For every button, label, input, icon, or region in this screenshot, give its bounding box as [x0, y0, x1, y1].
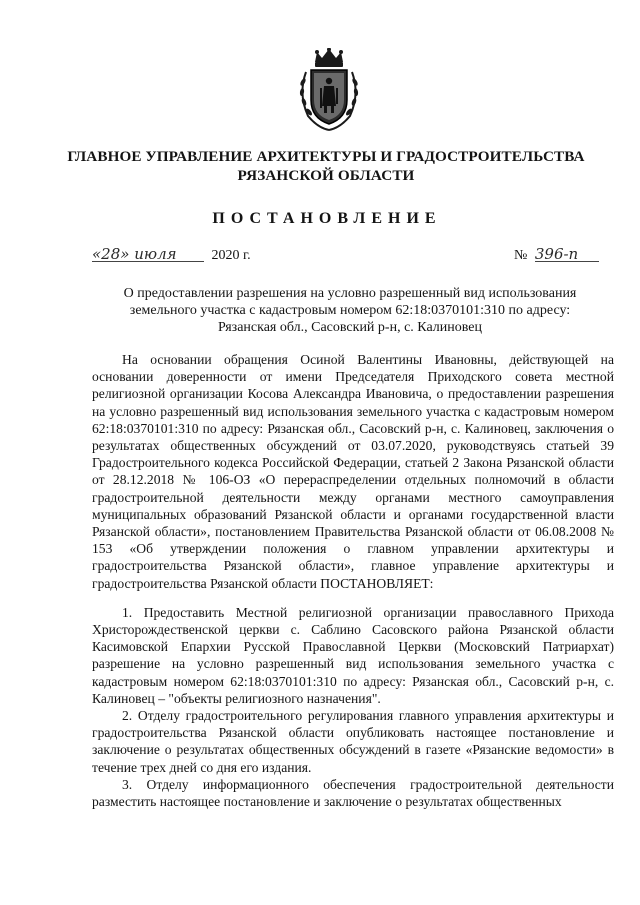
coat-of-arms-icon: [296, 48, 362, 132]
subject-line-1: О предоставлении разрешения на условно разрешенный вид использования: [123, 286, 577, 301]
handwritten-date: «28» июля: [92, 247, 204, 262]
organization-line-2: РЯЗАНСКОЙ ОБЛАСТИ: [237, 167, 415, 184]
subject-line-2: земельного участка с кадастровым номером 62:18:0370101:310 по адресу:: [129, 303, 571, 318]
document-date: [92, 247, 251, 264]
number-label: №: [514, 248, 528, 263]
organization-line-1: ГЛАВНОЕ УПРАВЛЕНИЕ АРХИТЕКТУРЫ И ГРАДОСТРОИТЕЛЬСТВА: [67, 148, 585, 165]
document-subject: [100, 285, 600, 336]
document-number: [514, 247, 599, 264]
document-body: [92, 351, 614, 810]
document-type-heading: ПОСТАНОВЛЕНИЕ: [212, 210, 442, 227]
subject-line-3: Рязанская обл., Сасовский р-н, с. Калиновец: [217, 320, 482, 335]
organization-title: [40, 147, 612, 185]
handwritten-number: 396-п: [535, 247, 599, 262]
item-3-paragraph: 3. Отделу информационного обеспечения градостроительной деятельности разместить настоящее постановление и заключение о результатах общественных: [92, 776, 614, 810]
item-1-paragraph: 1. Предоставить Местной религиозной организации православного Прихода Христорождественской церкви с. Саблино Сасовского района Рязанской области Касимовской Епархии Русской Православной Церкви (Московский Патриархат) разрешение на условно разрешенный вид использования земельного участка с кадастровым номером 62:18:0370101:310 по адресу: Рязанская обл., Сасовский р-н, с. Калиновец – "объекты религиозного назначения".: [92, 604, 614, 706]
document-year: 2020 г.: [211, 248, 251, 263]
preamble-paragraph: На основании обращения Осиной Валентины Ивановны, действующей на основании доверенности от имени Председателя Приходского совета местной религиозной организации Косова Александра Ивановича, о предоставлении разрешения на условно разрешенный вид использования земельного участка с кадастровым номером 62:18:0370101:310 по адресу: Рязанская обл., Сасовский р-н, с. Калиновец, заключения о результатах общественных обсуждений от 03.07.2020, руководствуясь статьей 39 Градостроительного кодекса Российской Федерации, статьей 2 Закона Рязанской области от 28.12.2018 № 106-ОЗ «О перераспределении отдельных полномочий в области градостроительной деятельности между органами местного самоуправления муниципальных образований Рязанской области и органами государственной власти Рязанской области», постановлением Правительства Рязанской области от 06.08.2008 № 153 «Об утверждении положения о главном управлении архитектуры и градостроительства Рязанской области», главное управление архитектуры и градостроительства Рязанской области ПОСТАНОВЛЯЕТ:: [92, 352, 614, 591]
item-2-paragraph: 2. Отделу градостроительного регулирования главного управления архитектуры и градостроительства Рязанской области опубликовать настоящее постановление и заключение о результатах общественных обсуждений в газете «Рязанские ведомости» в течение трех дней со дня его издания.: [92, 708, 614, 775]
